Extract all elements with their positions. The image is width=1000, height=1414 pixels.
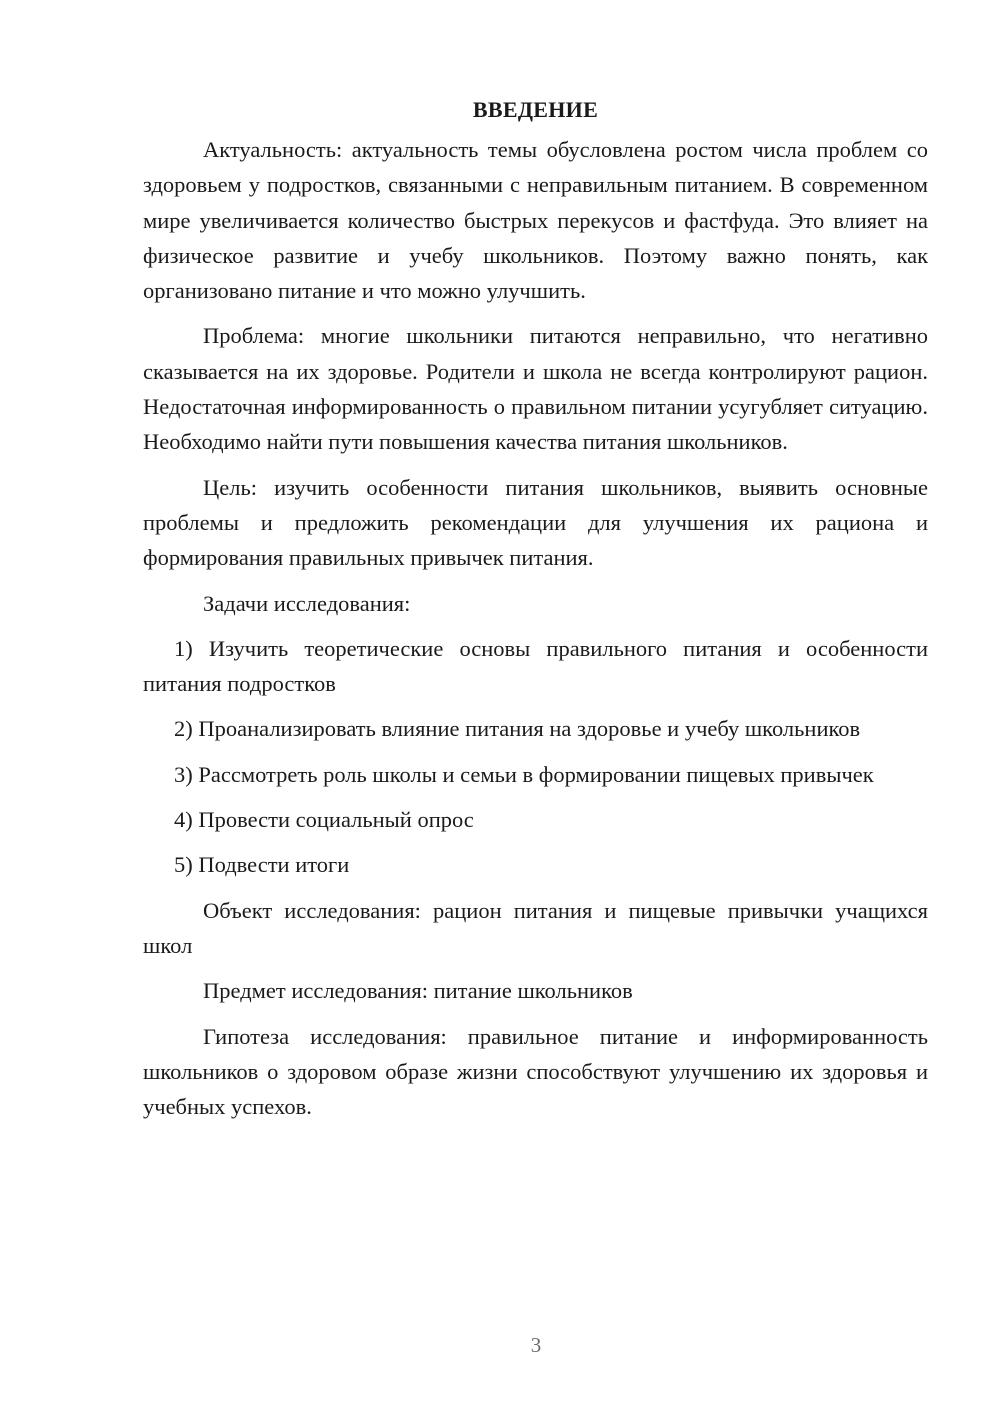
task-item-1: 1) Изучить теоретические основы правильного питания и особенности питания подростков (143, 635, 928, 697)
document-page (143, 92, 928, 1124)
page-title: ВВЕДЕНИЕ (472, 97, 599, 122)
page-number: 3 (530, 1333, 542, 1357)
task-item-4: 4) Провести социальный опрос (174, 807, 474, 833)
relevance-paragraph: Актуальность: актуальность темы обусловлена ростом числа проблем со здоровьем у подростков, связанными с неправильным питанием. В современном мире увеличивается количество быстрых перекусов и фастфуда. Это влияет на физическое развитие и учебу школьников. Поэтому важно понять, как организовано питание и что можно улучшить. (143, 137, 928, 304)
task-item-3: 3) Рассмотреть роль школы и семьи в формировании пищевых привычек (174, 761, 874, 787)
goal-paragraph: Цель: изучить особенности питания школьников, выявить основные проблемы и предложить рекомендации для улучшения их рациона и формирования правильных привычек питания. (143, 474, 928, 571)
hypothesis-paragraph: Гипотеза исследования: правильное питание и информированность школьников о здоровом образе жизни способствуют улучшению их здоровья и учебных успехов. (143, 1023, 928, 1120)
tasks-heading: Задачи исследования: (203, 590, 411, 616)
task-item-5: 5) Подвести итоги (174, 852, 350, 878)
task-item-2: 2) Проанализировать влияние питания на здоровье и учебу школьников (174, 716, 861, 742)
problem-paragraph: Проблема: многие школьники питаются неправильно, что негативно сказывается на их здоровье. Родители и школа не всегда контролируют рацион. Недостаточная информированность о правильном питании усугубляет ситуацию. Необходимо найти пути повышения качества питания школьников. (143, 323, 928, 455)
subject-paragraph: Предмет исследования: питание школьников (203, 978, 633, 1004)
object-paragraph: Объект исследования: рацион питания и пищевые привычки учащихся школ (143, 897, 928, 958)
